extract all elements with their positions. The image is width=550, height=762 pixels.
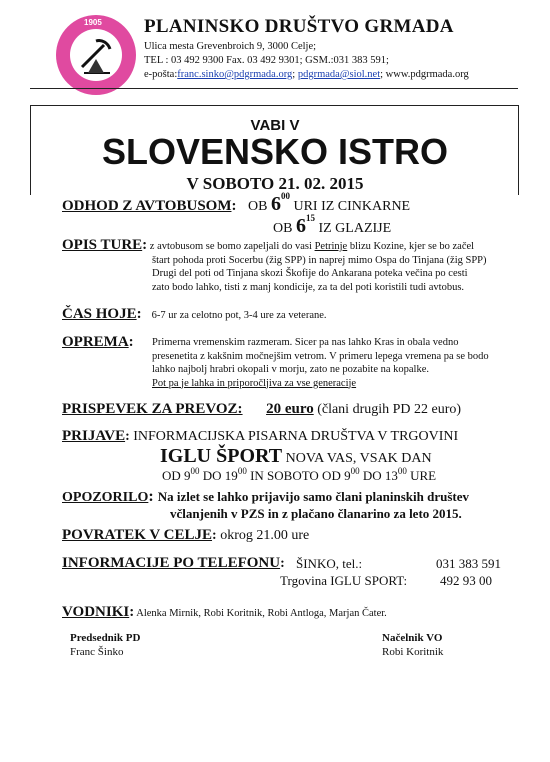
logo-year: 1905 <box>84 18 102 27</box>
equipment-line-3: lahko najbolj hrabri okopali v morju, zato ne pozabite na kopalke. <box>152 364 429 375</box>
departure-hour-1: 6 <box>270 193 281 215</box>
departure-time-2 <box>273 215 391 238</box>
fee-section <box>62 401 461 418</box>
departure-place-2: IZ GLAZIJE <box>314 221 392 236</box>
warning-line-2: včlanjenih v PZS in z plačano članarino za leto 2015. <box>170 506 462 521</box>
shop-name: IGLU ŠPORT <box>160 445 283 467</box>
guides-names: Alenka Mirnik, Robi Koritnik, Robi Antloga, Marjan Čater. <box>134 608 387 619</box>
logo-center <box>70 29 122 81</box>
departure-min-1: 00 <box>280 191 290 201</box>
tour-line-1b: blizu Kozine, kjer se bo začel <box>347 241 475 252</box>
guides-label: VODNIKI <box>62 604 130 620</box>
departure-hour-2: 6 <box>295 215 306 237</box>
invite-heading: VABI V <box>250 117 300 134</box>
email-link-1[interactable]: franc.sinko@pdgrmada.org <box>177 69 293 80</box>
shop-location: NOVA VAS, VSAK DAN <box>282 451 432 466</box>
equipment-label: OPREMA <box>62 334 129 350</box>
phone-info-colon: : <box>280 556 285 571</box>
departure-section <box>62 197 236 215</box>
return-colon: : <box>212 528 217 543</box>
registration-label: PRIJAVE <box>62 428 126 444</box>
society-phones: TEL : 03 492 9300 Fax. 03 492 9301; GSM.:031 383 591; <box>144 55 389 66</box>
hours-do: DO 19 <box>199 468 238 483</box>
phone-number-1: 031 383 591 <box>436 556 501 571</box>
tour-colon: : <box>142 237 148 253</box>
hours-od: OD 9 <box>162 468 191 483</box>
departure-min-2: 15 <box>305 213 315 223</box>
registration-section <box>62 428 458 445</box>
society-name: PLANINSKO DRUŠTVO GRMADA <box>144 16 454 37</box>
tour-label: OPIS TURE <box>62 237 143 253</box>
walk-time-text: 6-7 ur za celotno pot, 3-4 ure za veterane. <box>151 310 327 321</box>
email-sep: ; <box>292 69 298 80</box>
phone-number-2: 492 93 00 <box>440 573 492 588</box>
hours-sup-4: 00 <box>397 466 407 476</box>
society-contacts <box>144 69 469 80</box>
hours-end: URE <box>406 468 437 483</box>
society-address: Ulica mesta Grevenbroich 9, 3000 Celje; <box>144 41 317 52</box>
equipment-line-1: Primerna vremenskim razmeram. Sicer pa nas lahko Kras in obala vedno <box>152 337 459 348</box>
tour-line-4: zato bodo lahko, tisti z manj kondicije, za ta del poti koristili tudi avtobus. <box>152 281 465 293</box>
body-top-border <box>30 105 518 106</box>
fee-label: PRISPEVEK ZA PREVOZ: <box>62 401 243 417</box>
hours-sat: IN SOBOTO OD 9 <box>246 468 351 483</box>
departure-ob-1: OB <box>248 199 271 214</box>
society-logo <box>56 15 136 95</box>
fee-others: (člani drugih PD 22 euro) <box>313 402 462 417</box>
guides-colon: : <box>129 604 135 620</box>
president-name: Franc Šinko <box>70 646 124 658</box>
warning-label: OPOZORILO <box>62 490 149 505</box>
registration-shop <box>160 445 432 468</box>
hours-sup-2: 00 <box>237 466 247 476</box>
departure-place-1: URI IZ CINKARNE <box>289 199 411 214</box>
destination-title: SLOVENSKO ISTRO <box>101 131 449 172</box>
registration-line-1: INFORMACIJSKA PISARNA DRUŠTVA V TRGOVINI <box>129 429 459 444</box>
walk-time-section <box>62 305 327 323</box>
registration-colon: : <box>125 429 130 444</box>
equipment-text <box>152 336 489 390</box>
warning-colon: : <box>148 488 158 505</box>
tour-section <box>62 239 522 294</box>
departure-label: ODHOD Z AVTOBUSOM <box>62 198 232 214</box>
chief-name: Robi Koritnik <box>382 646 444 658</box>
return-label: POVRATEK V CELJE <box>62 527 213 543</box>
departure-colon: : <box>231 198 237 214</box>
fee-amount: 20 euro <box>266 401 314 417</box>
hours-do-2: DO 13 <box>359 468 398 483</box>
hours-sup-3: 00 <box>350 466 360 476</box>
tour-place: Petrinje <box>314 241 348 252</box>
chief-title: Načelnik VO <box>382 632 443 644</box>
departure-ob-2: OB <box>273 221 296 236</box>
phone-contact-1: ŠINKO, tel.: <box>296 556 363 571</box>
warning-section <box>62 488 469 506</box>
return-section <box>62 527 309 544</box>
warning-line-1: Na izlet se lahko prijavijo samo člani planinskih društev <box>157 489 469 504</box>
phone-info-section <box>62 555 285 572</box>
ice-axe-icon <box>70 29 122 81</box>
walk-time-label: ČAS HOJE <box>62 306 137 322</box>
equipment-section <box>62 333 134 351</box>
tour-line-2: štart pohoda proti Socerbu (žig SPP) in naprej mimo Ospa do Tinjana (žig SPP) <box>152 254 487 266</box>
website: ; www.pdgrmada.org <box>380 69 469 80</box>
tour-line-1a: z avtobusom se bomo zapeljali do vasi <box>147 241 315 252</box>
email-label: e-pošta: <box>144 69 178 80</box>
hours-sup-1: 00 <box>190 466 200 476</box>
tour-line-3: Drugi del poti od Tinjana skozi Škofije do Ankarana poteka večina po cesti <box>152 268 468 279</box>
header-divider <box>30 88 518 89</box>
equipment-line-4: Pot pa je lahka in priporočljiva za vse generacije <box>152 377 357 389</box>
phone-contact-2: Trgovina IGLU SPORT: <box>280 573 408 588</box>
equipment-colon: : <box>128 334 134 350</box>
walk-time-colon: : <box>136 306 142 322</box>
phone-info-label: INFORMACIJE PO TELEFONU <box>62 555 281 571</box>
president-title: Predsednik PD <box>70 632 141 644</box>
registration-hours <box>162 468 436 484</box>
departure-time-1 <box>248 193 410 216</box>
email-link-2[interactable]: pdgrmada@siol.net <box>297 69 381 80</box>
guides-section <box>62 603 387 621</box>
return-time: okrog 21.00 ure <box>216 528 310 543</box>
equipment-line-2: presenetita z kakšnim močnejšim vetrom. V primeru lepega vremena pa se bodo <box>152 350 489 362</box>
trip-date: V SOBOTO 21. 02. 2015 <box>186 174 364 193</box>
